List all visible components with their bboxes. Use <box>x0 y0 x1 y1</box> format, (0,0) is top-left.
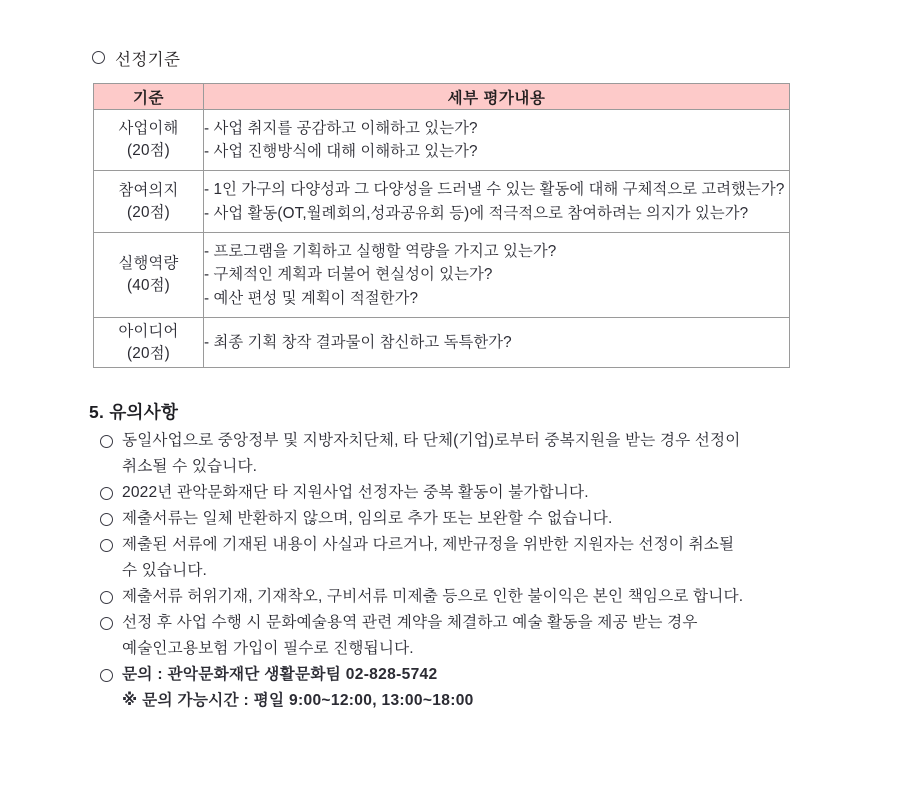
criteria-table <box>93 83 790 368</box>
circle-bullet-icon <box>100 539 113 552</box>
note-line: 문의 : 관악문화재단 생활문화팀 02-828-5742 <box>122 666 438 683</box>
circle-bullet-icon <box>100 617 113 630</box>
table-row <box>94 110 790 171</box>
detail-cell <box>204 233 790 318</box>
note-body <box>122 584 860 610</box>
criterion-points: (40점) <box>127 277 170 294</box>
circle-bullet-icon <box>100 669 113 682</box>
criterion-name: 아이디어 <box>118 322 179 340</box>
detail-line: - 프로그램을 기획하고 실행할 역량을 가지고 있는가? <box>204 243 557 261</box>
note-line: 수 있습니다. <box>122 562 208 579</box>
detail-line: - 예산 편성 및 계획이 적절한가? <box>204 289 419 307</box>
circle-bullet-icon <box>100 513 113 526</box>
criterion-cell <box>94 171 204 233</box>
note-line: 예술인고용보험 가입이 필수로 진행됩니다. <box>122 640 414 657</box>
note-body <box>122 480 860 506</box>
note-line: 제출서류는 일체 반환하지 않으며, 임의로 추가 또는 보완할 수 없습니다. <box>122 510 613 527</box>
detail-cell <box>204 171 790 233</box>
note-item <box>100 506 860 532</box>
note-item <box>100 610 860 662</box>
note-item <box>100 662 860 714</box>
circle-bullet-icon <box>100 435 113 448</box>
circle-bullet-icon <box>100 487 113 500</box>
criteria-table-body <box>94 110 790 368</box>
circle-bullet-icon <box>92 51 105 64</box>
section-5-title: 5. 유의사항 <box>89 402 179 422</box>
note-line: 2022년 관악문화재단 타 지원사업 선정자는 중복 활동이 불가합니다. <box>122 484 589 501</box>
criterion-cell <box>94 233 204 318</box>
circle-bullet-icon <box>100 591 113 604</box>
detail-line: - 사업 활동(OT,월례회의,성과공유회 등)에 적극적으로 참여하려는 의지가 있는가? <box>204 204 749 222</box>
note-item <box>100 532 860 584</box>
criterion-name: 참여의지 <box>118 181 179 199</box>
note-item <box>100 480 860 506</box>
detail-line: - 1인 가구의 다양성과 그 다양성을 드러낼 수 있는 활동에 대해 구체적으로 고려했는가? <box>204 181 785 199</box>
criteria-table-head <box>94 84 790 110</box>
detail-line: - 사업 취지를 공감하고 이해하고 있는가? <box>204 119 478 137</box>
criteria-heading <box>92 46 180 70</box>
note-body <box>122 662 860 714</box>
table-row <box>94 318 790 368</box>
note-line: 취소될 수 있습니다. <box>122 458 258 475</box>
note-line: 선정 후 사업 수행 시 문화예술용역 관련 계약을 체결하고 예술 활동을 제공 받는 경우 <box>122 614 698 631</box>
note-line: 제출된 서류에 기재된 내용이 사실과 다르거나, 제반규정을 위반한 지원자는 선정이 취소될 <box>122 536 735 553</box>
table-row <box>94 233 790 318</box>
detail-cell <box>204 110 790 171</box>
note-body <box>122 610 860 662</box>
note-item <box>100 428 860 480</box>
note-subline: ※ 문의 가능시간 : 평일 9:00~12:00, 13:00~18:00 <box>122 692 474 709</box>
criterion-points: (20점) <box>127 142 170 159</box>
note-item <box>100 584 860 610</box>
criteria-heading-label: 선정기준 <box>115 51 181 69</box>
table-row <box>94 171 790 233</box>
note-line: 제출서류 허위기재, 기재착오, 구비서류 미제출 등으로 인한 불이익은 본인 책임으로 합니다. <box>122 588 744 605</box>
note-body <box>122 506 860 532</box>
criterion-name: 실행역량 <box>118 255 179 273</box>
criterion-cell <box>94 318 204 368</box>
table-header-row <box>94 84 790 110</box>
criterion-points: (20점) <box>127 344 170 362</box>
detail-line: - 구체적인 계획과 더불어 현실성이 있는가? <box>204 266 493 284</box>
detail-line: - 사업 진행방식에 대해 이해하고 있는가? <box>204 143 478 160</box>
column-header-criterion: 기준 <box>94 84 204 110</box>
criterion-cell <box>94 110 204 171</box>
notes-list <box>100 428 860 714</box>
detail-line: - 최종 기획 창작 결과물이 참신하고 독특한가? <box>204 333 512 351</box>
criterion-points: (20점) <box>127 203 170 221</box>
criterion-name: 사업이해 <box>118 120 179 138</box>
column-header-detail: 세부 평가내용 <box>204 84 790 110</box>
detail-cell <box>204 318 790 368</box>
note-body <box>122 532 860 584</box>
note-body <box>122 428 860 480</box>
note-line: 동일사업으로 중앙정부 및 지방자치단체, 타 단체(기업)로부터 중복지원을 받는 경우 선정이 <box>122 432 741 449</box>
